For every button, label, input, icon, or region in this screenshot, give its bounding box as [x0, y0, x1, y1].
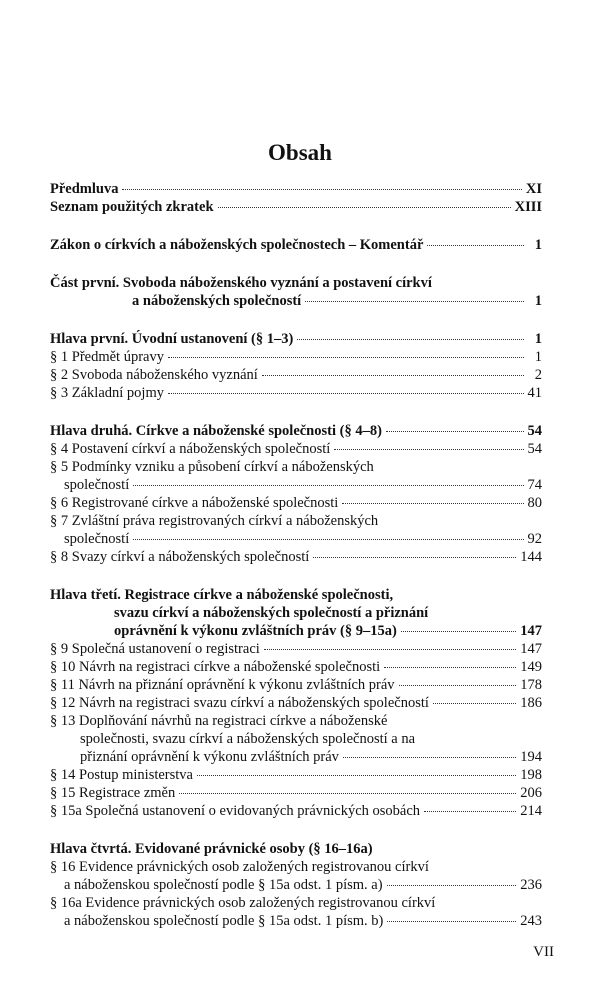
toc-chapter-3-line2: svazu církví a náboženských společností a přiznání — [114, 605, 429, 621]
toc-entry: § 12 Návrh na registraci svazu církví a náboženských společností 186 — [50, 695, 542, 711]
toc-entry: § 10 Návrh na registraci církve a náboženské společnosti 149 — [50, 659, 542, 675]
toc-chapter-3-line1: Hlava třetí. Registrace církve a náboženské společnosti, — [50, 587, 394, 603]
toc-entry-abbreviations: Seznam použitých zkratek XIII — [50, 199, 542, 215]
toc-entry: a náboženskou společností podle § 15a odst. 1 písm. a) 236 — [64, 877, 542, 893]
toc-chapter-2: Hlava druhá. Církve a náboženské společnosti (§ 4–8) 54 — [50, 423, 542, 439]
toc-entry: § 15 Registrace změn 206 — [50, 785, 542, 801]
toc-chapter-4: Hlava čtvrtá. Evidované právnické osoby (§ 16–16a) — [50, 841, 373, 857]
toc-entry-law-title: Zákon o církvích a náboženských společnostech – Komentář 1 — [50, 237, 542, 253]
toc-entry: § 14 Postup ministerstva 198 — [50, 767, 542, 783]
table-of-contents — [50, 180, 542, 930]
toc-entry-preface: Předmluva XI — [50, 181, 542, 197]
page-title: Obsah — [268, 140, 332, 165]
toc-entry: a náboženskou společností podle § 15a odst. 1 písm. b) 243 — [64, 913, 542, 929]
toc-entry-part1: a náboženských společností 1 — [132, 293, 542, 309]
toc-chapter-1: Hlava první. Úvodní ustanovení (§ 1–3) 1 — [50, 331, 542, 347]
toc-entry: § 3 Základní pojmy 41 — [50, 385, 542, 401]
toc-entry-part1-line1: Část první. Svoboda náboženského vyznání a postavení církví — [50, 275, 432, 291]
toc-entry: § 1 Předmět úpravy 1 — [50, 349, 542, 365]
toc-entry: § 11 Návrh na přiznání oprávnění k výkonu zvláštních práv 178 — [50, 677, 542, 693]
page-number: VII — [533, 944, 554, 960]
toc-entry: společností 74 — [64, 477, 542, 493]
toc-entry: § 15a Společná ustanovení o evidovaných právnických osobách 214 — [50, 803, 542, 819]
toc-entry: § 6 Registrované církve a náboženské společnosti 80 — [50, 495, 542, 511]
toc-entry: § 9 Společná ustanovení o registraci 147 — [50, 641, 542, 657]
toc-entry-line: § 16a Evidence právnických osob založených registrovanou církví — [50, 895, 436, 911]
toc-entry: společností 92 — [64, 531, 542, 547]
toc-entry-line: § 7 Zvláštní práva registrovaných církví a náboženských — [50, 513, 379, 529]
toc-entry: přiznání oprávnění k výkonu zvláštních práv 194 — [80, 749, 542, 765]
toc-entry-line: § 13 Doplňování návrhů na registraci církve a náboženské — [50, 713, 388, 729]
toc-entry: § 2 Svoboda náboženského vyznání 2 — [50, 367, 542, 383]
toc-entry-line: společnosti, svazu církví a náboženských společností a na — [80, 731, 416, 747]
toc-entry: § 8 Svazy církví a náboženských společností 144 — [50, 549, 542, 565]
toc-entry: § 4 Postavení církví a náboženských společností 54 — [50, 441, 542, 457]
toc-chapter-3: oprávnění k výkonu zvláštních práv (§ 9–15a) 147 — [114, 623, 542, 639]
toc-entry-line: § 5 Podmínky vzniku a působení církví a náboženských — [50, 459, 374, 475]
toc-entry-line: § 16 Evidence právnických osob založených registrovanou církví — [50, 859, 429, 875]
